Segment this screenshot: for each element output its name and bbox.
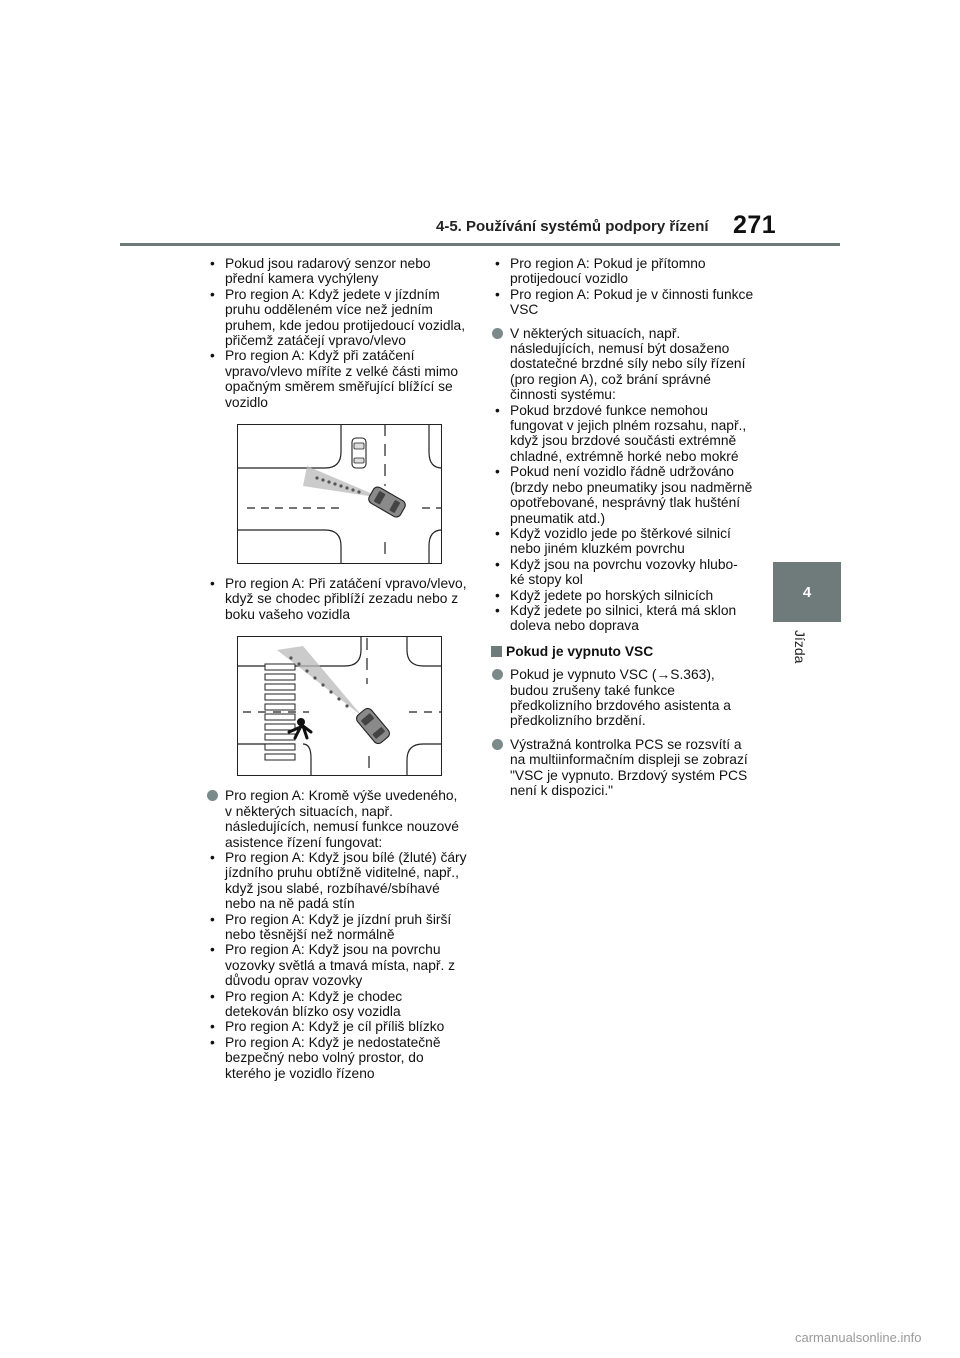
square-bullet-icon — [491, 646, 502, 657]
page-number: 271 — [733, 211, 777, 239]
chapter-label — [790, 630, 820, 680]
para-vsc-off — [490, 667, 754, 729]
para-braking-force — [490, 326, 754, 403]
para-text: Výstražná kontrolka PCS se rozsvítí a na multiinformačním displeji se zobrazí "VSC je vypnuto. Brzdový systém PCS není k dispozici." — [510, 736, 748, 798]
chapter-tab — [773, 562, 841, 622]
circle-bullet-icon — [492, 669, 503, 680]
header-rule — [120, 243, 840, 246]
list-item: • Pro region A: Pokud je v činnosti funkce VSC — [490, 287, 754, 318]
list-item: • Když jsou na povrchu vozovky hlubo- ké stopy kol — [490, 557, 754, 588]
left-bullets-c — [205, 850, 467, 1081]
para-text: Pro region A: Kromě výše uvedeného, v některých situacích, např. následujících, nemusí funkce nouzové asistence řízení fungovat: — [225, 788, 459, 850]
list-item: • Když vozidlo jede po štěrkové silnicí nebo jiném kluzkém povrchu — [490, 526, 754, 557]
list-item: • Pro region A: Když je jízdní pruh širší nebo těsnější než normálně — [205, 912, 467, 943]
right-column — [490, 256, 754, 798]
list-item: • Pokud brzdové funkce nemohou fungovat v jejich plném rozsahu, např., když jsou brzdové součásti extrémně chladné, extrémně horké nebo mokré — [490, 403, 754, 465]
watermark: carmanualsonline.info — [795, 1330, 922, 1345]
section-title: 4-5. Používání systémů podpory řízení — [436, 218, 709, 235]
list-item: • Pro region A: Když jsou bílé (žluté) čáry jízdního pruhu obtížně viditelné, např., když jsou slabé, rozbíhavé/sbíhavé nebo na ně padá stín — [205, 850, 467, 912]
para-pcs-warning — [490, 737, 754, 799]
list-item: • Když jedete po silnici, která má sklon doleva nebo doprava — [490, 603, 754, 634]
right-bullets-b — [490, 403, 754, 634]
left-bullets-b — [205, 576, 467, 622]
oncoming-car — [352, 438, 366, 468]
list-item: • Když jedete po horských silnicích — [490, 588, 754, 603]
right-bullets-a — [490, 256, 754, 318]
list-item: • Pokud jsou radarový senzor nebo přední kamera vychýleny — [205, 256, 467, 287]
left-bullets-a — [205, 256, 467, 410]
list-item: • Pro region A: Když je chodec detekován blízko osy vozidla — [205, 989, 467, 1020]
figure-oncoming-vehicle — [237, 424, 442, 564]
left-column — [205, 256, 467, 1081]
list-item: • Pro region A: Při zatáčení vpravo/vlevo, když se chodec přiblíží zezadu nebo z boku vašeho vozidla — [205, 576, 467, 622]
list-item: • Pro region A: Když při zatáčení vpravo/vlevo míříte z velké části mimo opačným směrem směřující blížící se vozidlo — [205, 348, 467, 410]
chapter-number: 4 — [802, 583, 812, 601]
para-emergency-steering — [205, 788, 467, 850]
circle-bullet-icon — [492, 328, 503, 339]
list-item: • Pro region A: Když je nedostatečně bezpečný nebo volný prostor, do kterého je vozidlo řízeno — [205, 1035, 467, 1081]
circle-bullet-icon — [492, 739, 503, 750]
list-item: • Pro region A: Když jsou na povrchu vozovky světlá a tmavá místa, např. z důvodu oprav vozovky — [205, 942, 467, 988]
subheading-vsc-off — [490, 644, 754, 659]
list-item: • Pro region A: Když jedete v jízdním pruhu odděleném více než jedním pruhem, kde jedou protijedoucí vozidla, přičemž zatáčejí vpravo/vlevo — [205, 287, 467, 349]
list-item: • Pro region A: Pokud je přítomno protijedoucí vozidlo — [490, 256, 754, 287]
figure-pedestrian — [237, 636, 442, 776]
para-text: Pokud je vypnuto VSC (→S.363), budou zrušeny také funkce předkolizního brzdového asistenta a předkolizního brzdění. — [510, 667, 731, 729]
list-item: • Pro region A: Když je cíl příliš blízko — [205, 1019, 467, 1034]
chapter-label-text: Jízda — [792, 630, 808, 664]
para-text: V některých situacích, např. následujících, nemusí být dosaženo dostatečné brzdné síly nebo síly řízení (pro region A), což brání správné činnosti systému: — [510, 325, 746, 403]
circle-bullet-icon — [207, 790, 218, 801]
list-item: • Pokud není vozidlo řádně udržováno (brzdy nebo pneumatiky jsou nadměrně opotřebované, nesprávný tlak hušténí pneumatik atd.) — [490, 464, 754, 526]
subheading-text: Pokud je vypnuto VSC — [506, 643, 654, 659]
